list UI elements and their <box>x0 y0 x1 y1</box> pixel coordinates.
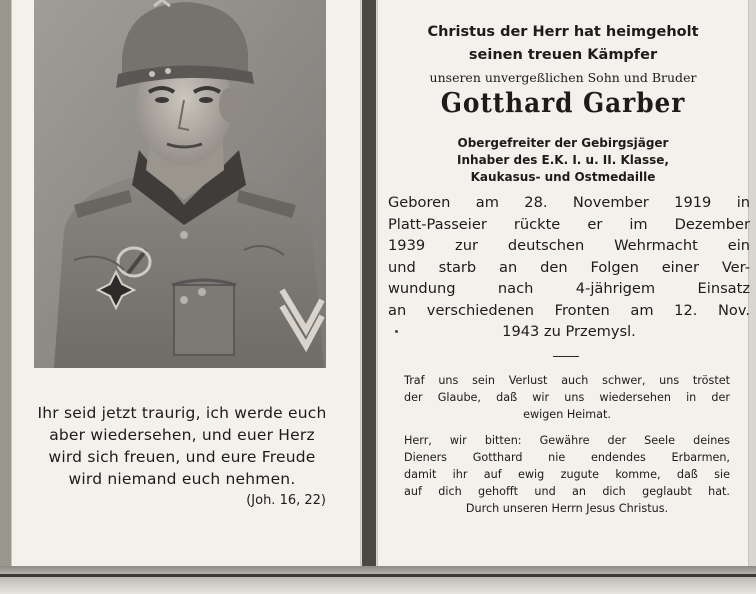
consolation-text <box>404 372 730 423</box>
bible-citation: (Joh. 16, 22) <box>246 493 326 508</box>
consolation-line: ewigen Heimat. <box>523 408 611 421</box>
bio-line: 1943 zu Przemysl. <box>502 323 636 340</box>
card-fold-gap <box>362 0 376 580</box>
prayer-line: Dieners Gotthard nie endendes Erbarmen, <box>404 451 730 464</box>
prayer-text <box>404 432 730 517</box>
bio-line: an verschiedenen Fronten am 12. Nov. <box>388 301 750 319</box>
rank-line-2: Inhaber des E.K. I. u. II. Klasse, <box>457 153 669 167</box>
rank-line-3: Kaukasus- und Ostmedaille <box>470 170 656 184</box>
portrait-illustration <box>34 0 326 368</box>
bio-line: Geboren am 28. November 1919 in <box>388 194 750 211</box>
paper-speck <box>395 330 398 333</box>
poem-line: aber wiedersehen, und euer Herz <box>49 426 315 444</box>
bio-line: Platt-Passeier rückte er im Dezember <box>388 215 750 233</box>
consolation-line: Traf uns sein Verlust auch schwer, uns tröstet <box>404 374 730 387</box>
header-line-2: seinen treuen Kämpfer <box>468 47 658 63</box>
bottom-edge <box>0 566 756 594</box>
poem-line: wird sich freuen, und eure Freude <box>48 448 316 466</box>
soldier-portrait-photo <box>34 0 326 368</box>
bio-line: und starb an den Folgen einer Ver- <box>388 258 750 276</box>
prayer-line: Herr, wir bitten: Gewähre der Seele deines <box>404 434 730 447</box>
prayer-line: auf dich gehofft und an dich geglaubt hat. <box>404 485 730 498</box>
bible-verse-poem <box>24 402 340 490</box>
rank-line-1: Obergefreiter der Gebirgsjäger <box>457 136 669 150</box>
header-line-1: Christus der Herr hat heimgeholt <box>427 24 699 40</box>
bio-line: 1939 zur deutschen Wehrmacht ein <box>388 237 750 254</box>
prayer-line: Durch unseren Herrn Jesus Christus. <box>465 502 669 515</box>
prayer-line: damit ihr auf ewig zugute komme, daß sie <box>404 468 730 481</box>
section-divider <box>553 356 579 357</box>
header-line-3: unseren unvergeßlichen Sohn und Bruder <box>429 70 697 85</box>
poem-line: Ihr seid jetzt traurig, ich werde euch <box>37 404 327 422</box>
poem-line: wird niemand euch nehmen. <box>68 470 296 488</box>
consolation-line: der Glaube, daß wir uns wiedersehen in der <box>404 391 730 404</box>
biography <box>388 192 750 343</box>
bottom-line <box>0 574 756 577</box>
left-page-edge <box>0 0 12 566</box>
bio-line: wundung nach 4-jährigem Einsatz <box>388 280 750 297</box>
deceased-name: Gotthard Garber <box>440 88 686 119</box>
